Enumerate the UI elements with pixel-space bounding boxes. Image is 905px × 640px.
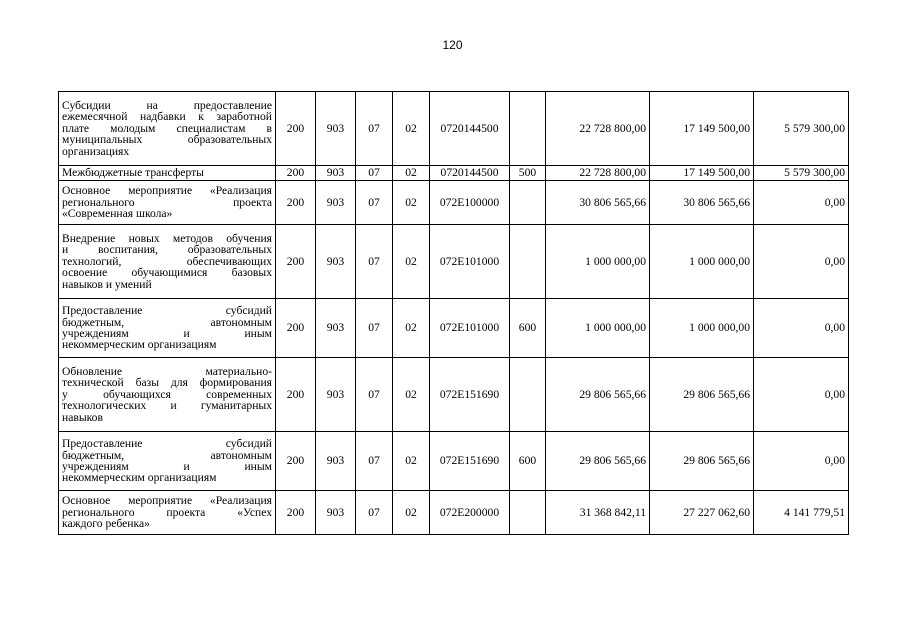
description-line: у обучающихся современных — [62, 387, 272, 401]
csr-cell: 072E151690 — [430, 432, 510, 491]
description-cell — [59, 358, 276, 432]
grbs-cell: 200 — [276, 299, 316, 358]
description-line: Межбюджетные трансферты — [62, 166, 204, 180]
podrazdel-cell: 02 — [393, 491, 430, 535]
table-row — [59, 225, 849, 299]
sum1-cell: 22 728 800,00 — [546, 166, 650, 181]
sum1-cell: 1 000 000,00 — [546, 299, 650, 358]
csr-cell: 0720144500 — [430, 166, 510, 181]
sum2-cell: 29 806 565,66 — [650, 432, 754, 491]
sum1-cell: 29 806 565,66 — [546, 432, 650, 491]
description-line: освоение обучающимися базовых — [62, 266, 272, 280]
ved-cell: 903 — [316, 181, 356, 225]
vr-cell: 600 — [510, 432, 546, 491]
description-line: технологических и гуманитарных — [62, 399, 272, 413]
sum3-cell: 0,00 — [754, 181, 849, 225]
sum3-cell: 0,00 — [754, 225, 849, 299]
sum2-cell: 1 000 000,00 — [650, 299, 754, 358]
csr-cell: 072E200000 — [430, 491, 510, 535]
sum2-cell: 27 227 062,60 — [650, 491, 754, 535]
grbs-cell: 200 — [276, 358, 316, 432]
grbs-cell: 200 — [276, 92, 316, 166]
table-row — [59, 92, 849, 166]
description-cell — [59, 181, 276, 225]
description-line: Субсидии на предоставление — [62, 98, 272, 112]
table-row — [59, 491, 849, 535]
description-line: Основное мероприятие «Реализация — [62, 184, 272, 198]
csr-cell: 072E101000 — [430, 299, 510, 358]
description-line: регионального проекта — [62, 195, 272, 209]
csr-cell: 072E100000 — [430, 181, 510, 225]
vr-cell: 600 — [510, 299, 546, 358]
description-line: некоммерческим организациям — [62, 338, 217, 352]
description-line: и воспитания, образовательных — [62, 243, 272, 257]
podrazdel-cell: 02 — [393, 181, 430, 225]
vr-cell — [510, 225, 546, 299]
budget-table — [58, 91, 849, 535]
description-line: Внедрение новых методов обучения — [62, 231, 272, 245]
razdel-cell: 07 — [356, 225, 393, 299]
description-cell — [59, 92, 276, 166]
podrazdel-cell: 02 — [393, 225, 430, 299]
ved-cell: 903 — [316, 92, 356, 166]
description-line: регионального проекта «Успех — [62, 505, 272, 519]
ved-cell: 903 — [316, 432, 356, 491]
sum2-cell: 29 806 565,66 — [650, 358, 754, 432]
page-number: 120 — [442, 38, 463, 52]
sum1-cell: 29 806 565,66 — [546, 358, 650, 432]
description-line: Предоставление субсидий — [62, 304, 272, 318]
description-cell — [59, 225, 276, 299]
description-line: бюджетным, автономным — [62, 448, 272, 462]
vr-cell — [510, 181, 546, 225]
description-line: ежемесячной надбавки к заработной — [62, 110, 272, 124]
razdel-cell: 07 — [356, 358, 393, 432]
description-cell — [59, 491, 276, 535]
description-line: организациях — [62, 144, 130, 158]
description-line: Обновление материально- — [62, 364, 272, 378]
razdel-cell: 07 — [356, 491, 393, 535]
description-cell — [59, 432, 276, 491]
csr-cell: 072E151690 — [430, 358, 510, 432]
sum2-cell: 30 806 565,66 — [650, 181, 754, 225]
grbs-cell: 200 — [276, 181, 316, 225]
vr-cell — [510, 491, 546, 535]
podrazdel-cell: 02 — [393, 299, 430, 358]
razdel-cell: 07 — [356, 166, 393, 181]
description-line: технической базы для формирования — [62, 376, 272, 390]
sum3-cell: 0,00 — [754, 432, 849, 491]
sum1-cell: 30 806 565,66 — [546, 181, 650, 225]
grbs-cell: 200 — [276, 491, 316, 535]
ved-cell: 903 — [316, 225, 356, 299]
razdel-cell: 07 — [356, 92, 393, 166]
table-row — [59, 181, 849, 225]
sum2-cell: 1 000 000,00 — [650, 225, 754, 299]
description-cell — [59, 166, 276, 181]
ved-cell: 903 — [316, 491, 356, 535]
description-line: каждого ребенка» — [62, 517, 150, 531]
description-line: Основное мероприятие «Реализация — [62, 494, 272, 508]
description-line: «Современная школа» — [62, 207, 173, 221]
description-line: навыков и умений — [62, 277, 152, 291]
sum3-cell: 0,00 — [754, 299, 849, 358]
sum3-cell: 5 579 300,00 — [754, 92, 849, 166]
vr-cell — [510, 358, 546, 432]
vr-cell: 500 — [510, 166, 546, 181]
podrazdel-cell: 02 — [393, 92, 430, 166]
podrazdel-cell: 02 — [393, 358, 430, 432]
podrazdel-cell: 02 — [393, 432, 430, 491]
description-line: бюджетным, автономным — [62, 315, 272, 329]
sum1-cell: 22 728 800,00 — [546, 92, 650, 166]
table-row — [59, 166, 849, 181]
description-line: Предоставление субсидий — [62, 437, 272, 451]
razdel-cell: 07 — [356, 299, 393, 358]
description-cell — [59, 299, 276, 358]
ved-cell: 903 — [316, 166, 356, 181]
table-row — [59, 299, 849, 358]
razdel-cell: 07 — [356, 181, 393, 225]
description-line: некоммерческим организациям — [62, 471, 217, 485]
sum1-cell: 1 000 000,00 — [546, 225, 650, 299]
grbs-cell: 200 — [276, 225, 316, 299]
description-line: учреждениям и иным — [62, 460, 272, 473]
sum3-cell: 5 579 300,00 — [754, 166, 849, 181]
sum1-cell: 31 368 842,11 — [546, 491, 650, 535]
table-row — [59, 358, 849, 432]
description-line: навыков — [62, 410, 103, 424]
csr-cell: 072E101000 — [430, 225, 510, 299]
podrazdel-cell: 02 — [393, 166, 430, 181]
ved-cell: 903 — [316, 299, 356, 358]
sum3-cell: 4 141 779,51 — [754, 491, 849, 535]
description-line: учреждениям и иным — [62, 327, 272, 340]
sum2-cell: 17 149 500,00 — [650, 92, 754, 166]
sum2-cell: 17 149 500,00 — [650, 166, 754, 181]
sum3-cell: 0,00 — [754, 358, 849, 432]
table-body — [59, 92, 849, 535]
description-line: плате молодым специалистам в — [62, 121, 272, 135]
ved-cell: 903 — [316, 358, 356, 432]
description-line: технологий, обеспечивающих — [62, 254, 272, 268]
grbs-cell: 200 — [276, 166, 316, 181]
table-row — [59, 432, 849, 491]
description-line: муниципальных образовательных — [62, 133, 272, 147]
grbs-cell: 200 — [276, 432, 316, 491]
vr-cell — [510, 92, 546, 166]
razdel-cell: 07 — [356, 432, 393, 491]
csr-cell: 0720144500 — [430, 92, 510, 166]
